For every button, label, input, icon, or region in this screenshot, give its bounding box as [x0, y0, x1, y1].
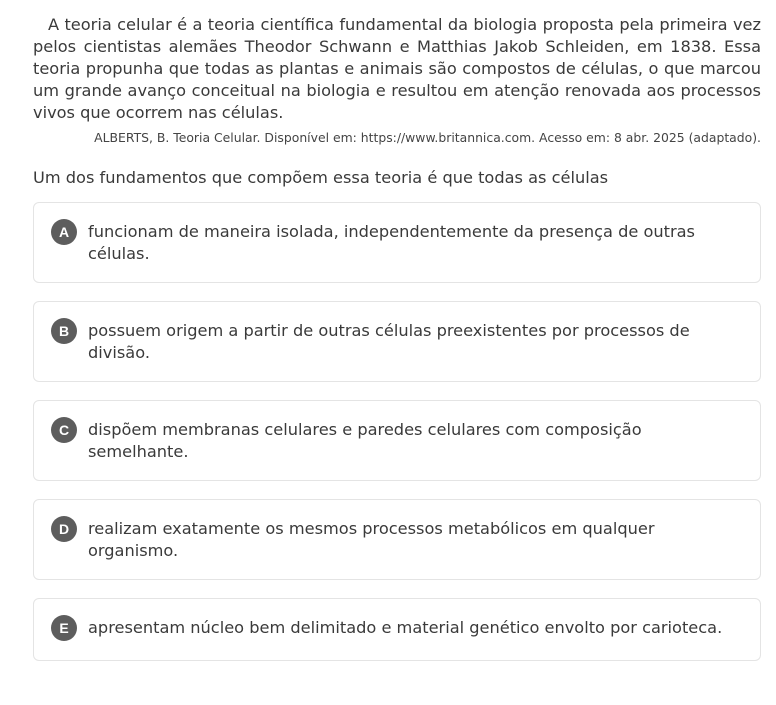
answer-options	[33, 202, 761, 661]
option-b[interactable]	[33, 301, 761, 382]
option-e[interactable]	[33, 598, 761, 661]
passage-text: A teoria celular é a teoria científica fundamental da biologia proposta pela primeira vez pelos cientistas alemães Theodor Schwann e Matthias Jakob Schleiden, em 1838. Essa teoria propunha que todas as plantas e animais são compostos de células, o que marcou um grande avanço conceitual na biologia e resultou em atenção renovada aos processos vivos que ocorrem nas células.	[33, 15, 761, 122]
option-a[interactable]	[33, 202, 761, 283]
option-letter-badge: C	[51, 417, 77, 443]
option-text: apresentam núcleo bem delimitado e material genético envolto por carioteca.	[88, 618, 723, 637]
option-text: realizam exatamente os mesmos processos metabólicos em qualquer organismo.	[88, 519, 655, 560]
option-letter-badge: B	[51, 318, 77, 344]
option-letter-badge: D	[51, 516, 77, 542]
option-text: funcionam de maneira isolada, independentemente da presença de outras células.	[88, 222, 695, 263]
option-letter-badge: E	[51, 615, 77, 641]
option-d[interactable]	[33, 499, 761, 580]
option-c[interactable]	[33, 400, 761, 481]
question-statement: Um dos fundamentos que compõem essa teoria é que todas as células	[33, 168, 609, 187]
option-letter-badge: A	[51, 219, 77, 245]
option-text: dispõem membranas celulares e paredes celulares com composição semelhante.	[88, 420, 642, 461]
passage-source: ALBERTS, B. Teoria Celular. Disponível em: https://www.britannica.com. Acesso em: 8 abr. 2025 (adaptado).	[94, 130, 761, 145]
question-page	[33, 14, 761, 661]
option-text: possuem origem a partir de outras células preexistentes por processos de divisão.	[88, 321, 690, 362]
